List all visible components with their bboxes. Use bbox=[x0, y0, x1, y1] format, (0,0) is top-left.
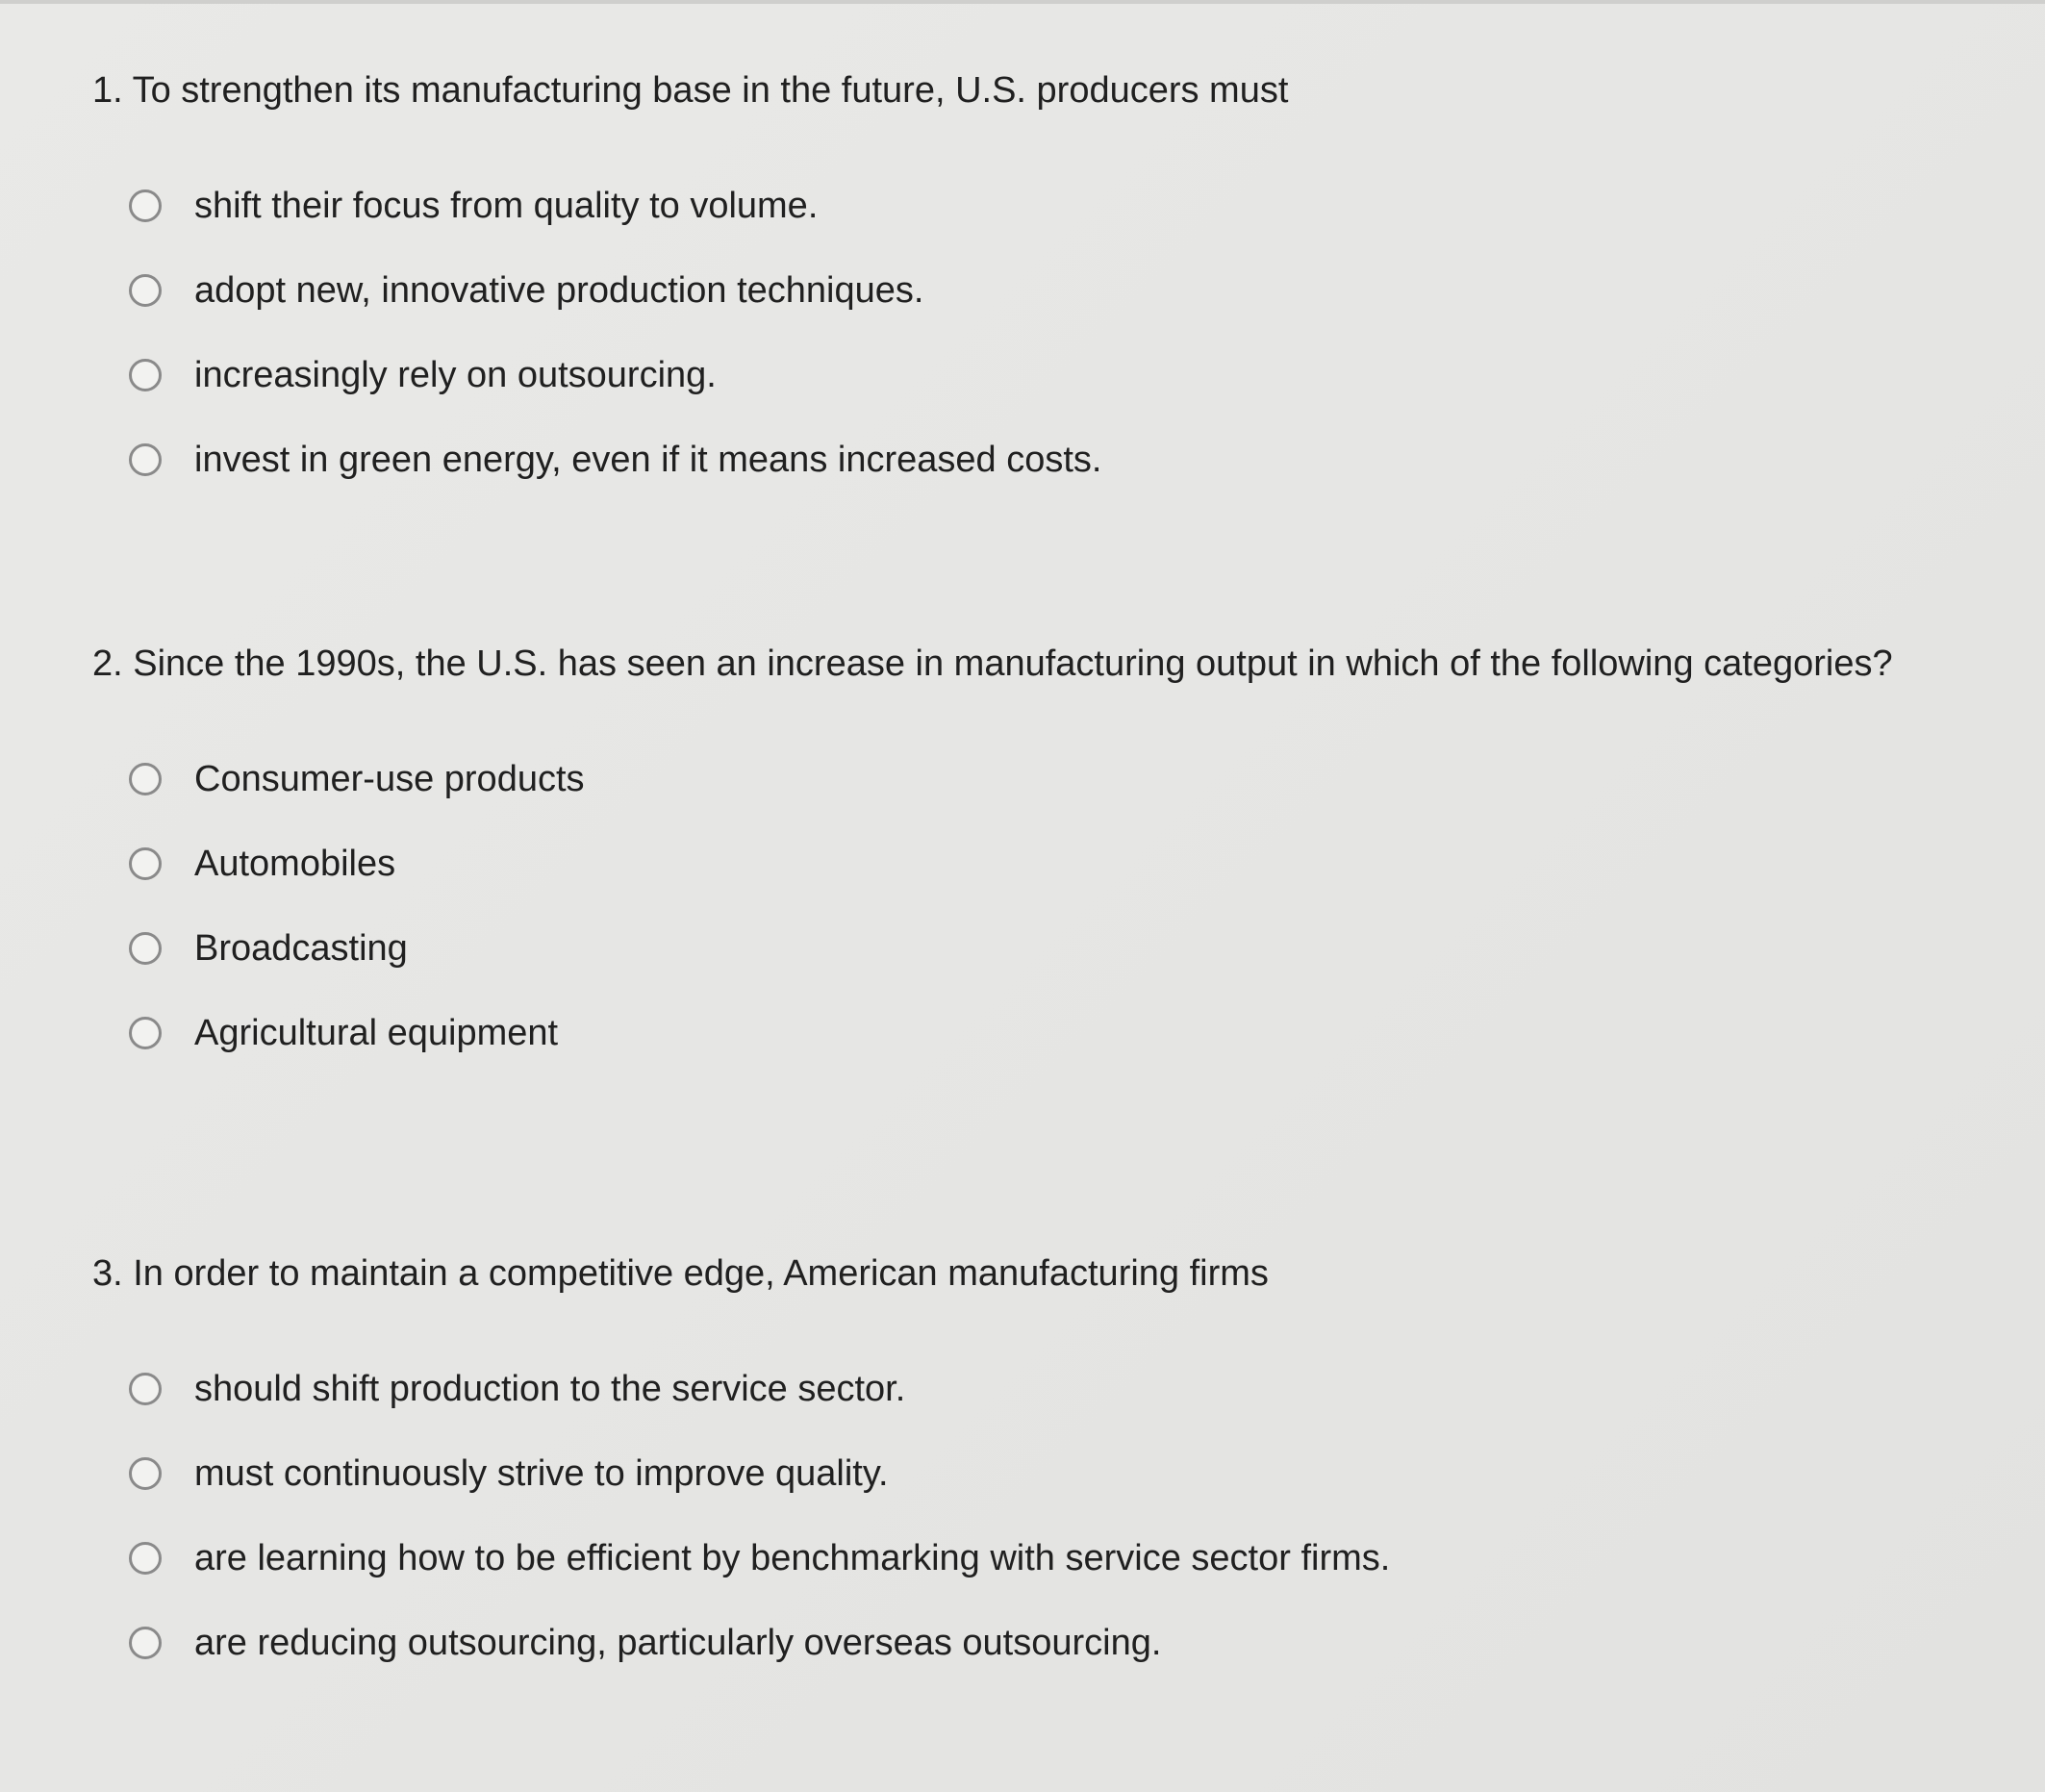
option-label: Broadcasting bbox=[194, 928, 408, 969]
radio-button[interactable] bbox=[129, 189, 162, 222]
radio-button[interactable] bbox=[129, 1457, 162, 1490]
question-1 bbox=[92, 67, 1997, 502]
question-1-option-2[interactable] bbox=[129, 248, 1997, 333]
option-label: are learning how to be efficient by benchmarking with service sector firms. bbox=[194, 1538, 1391, 1578]
option-label: Automobiles bbox=[194, 844, 396, 884]
question-2-option-2[interactable] bbox=[129, 821, 1997, 906]
radio-button[interactable] bbox=[129, 1542, 162, 1575]
option-label: Agricultural equipment bbox=[194, 1013, 559, 1053]
radio-button[interactable] bbox=[129, 1017, 162, 1049]
radio-button[interactable] bbox=[129, 932, 162, 965]
radio-button[interactable] bbox=[129, 443, 162, 476]
question-3 bbox=[92, 1250, 1997, 1685]
question-3-option-3[interactable] bbox=[129, 1516, 1997, 1601]
option-label: must continuously strive to improve quality. bbox=[194, 1453, 889, 1494]
question-1-option-4[interactable] bbox=[129, 417, 1997, 502]
option-label: increasingly rely on outsourcing. bbox=[194, 355, 717, 395]
radio-button[interactable] bbox=[129, 763, 162, 795]
question-1-text: 1. To strengthen its manufacturing base in the future, U.S. producers must bbox=[92, 70, 1289, 111]
radio-button[interactable] bbox=[129, 359, 162, 391]
option-label: shift their focus from quality to volume. bbox=[194, 186, 819, 226]
question-2-option-3[interactable] bbox=[129, 906, 1997, 991]
question-3-option-4[interactable] bbox=[129, 1601, 1997, 1685]
question-2 bbox=[92, 641, 1997, 1075]
radio-button[interactable] bbox=[129, 1627, 162, 1659]
question-3-option-1[interactable] bbox=[129, 1347, 1997, 1431]
question-2-text: 2. Since the 1990s, the U.S. has seen an increase in manufacturing output in which of the following categories? bbox=[92, 644, 1893, 684]
radio-button[interactable] bbox=[129, 1373, 162, 1405]
option-label: should shift production to the service sector. bbox=[194, 1369, 906, 1409]
question-2-option-4[interactable] bbox=[129, 991, 1997, 1075]
option-label: Consumer-use products bbox=[194, 759, 585, 799]
option-label: adopt new, innovative production techniques. bbox=[194, 270, 924, 311]
radio-button[interactable] bbox=[129, 847, 162, 880]
question-1-option-3[interactable] bbox=[129, 333, 1997, 417]
option-label: are reducing outsourcing, particularly overseas outsourcing. bbox=[194, 1623, 1162, 1663]
question-2-option-1[interactable] bbox=[129, 737, 1997, 821]
question-3-text: 3. In order to maintain a competitive edge, American manufacturing firms bbox=[92, 1253, 1269, 1294]
option-label: invest in green energy, even if it means increased costs. bbox=[194, 440, 1102, 480]
radio-button[interactable] bbox=[129, 274, 162, 307]
question-1-option-1[interactable] bbox=[129, 164, 1997, 248]
question-3-option-2[interactable] bbox=[129, 1431, 1997, 1516]
